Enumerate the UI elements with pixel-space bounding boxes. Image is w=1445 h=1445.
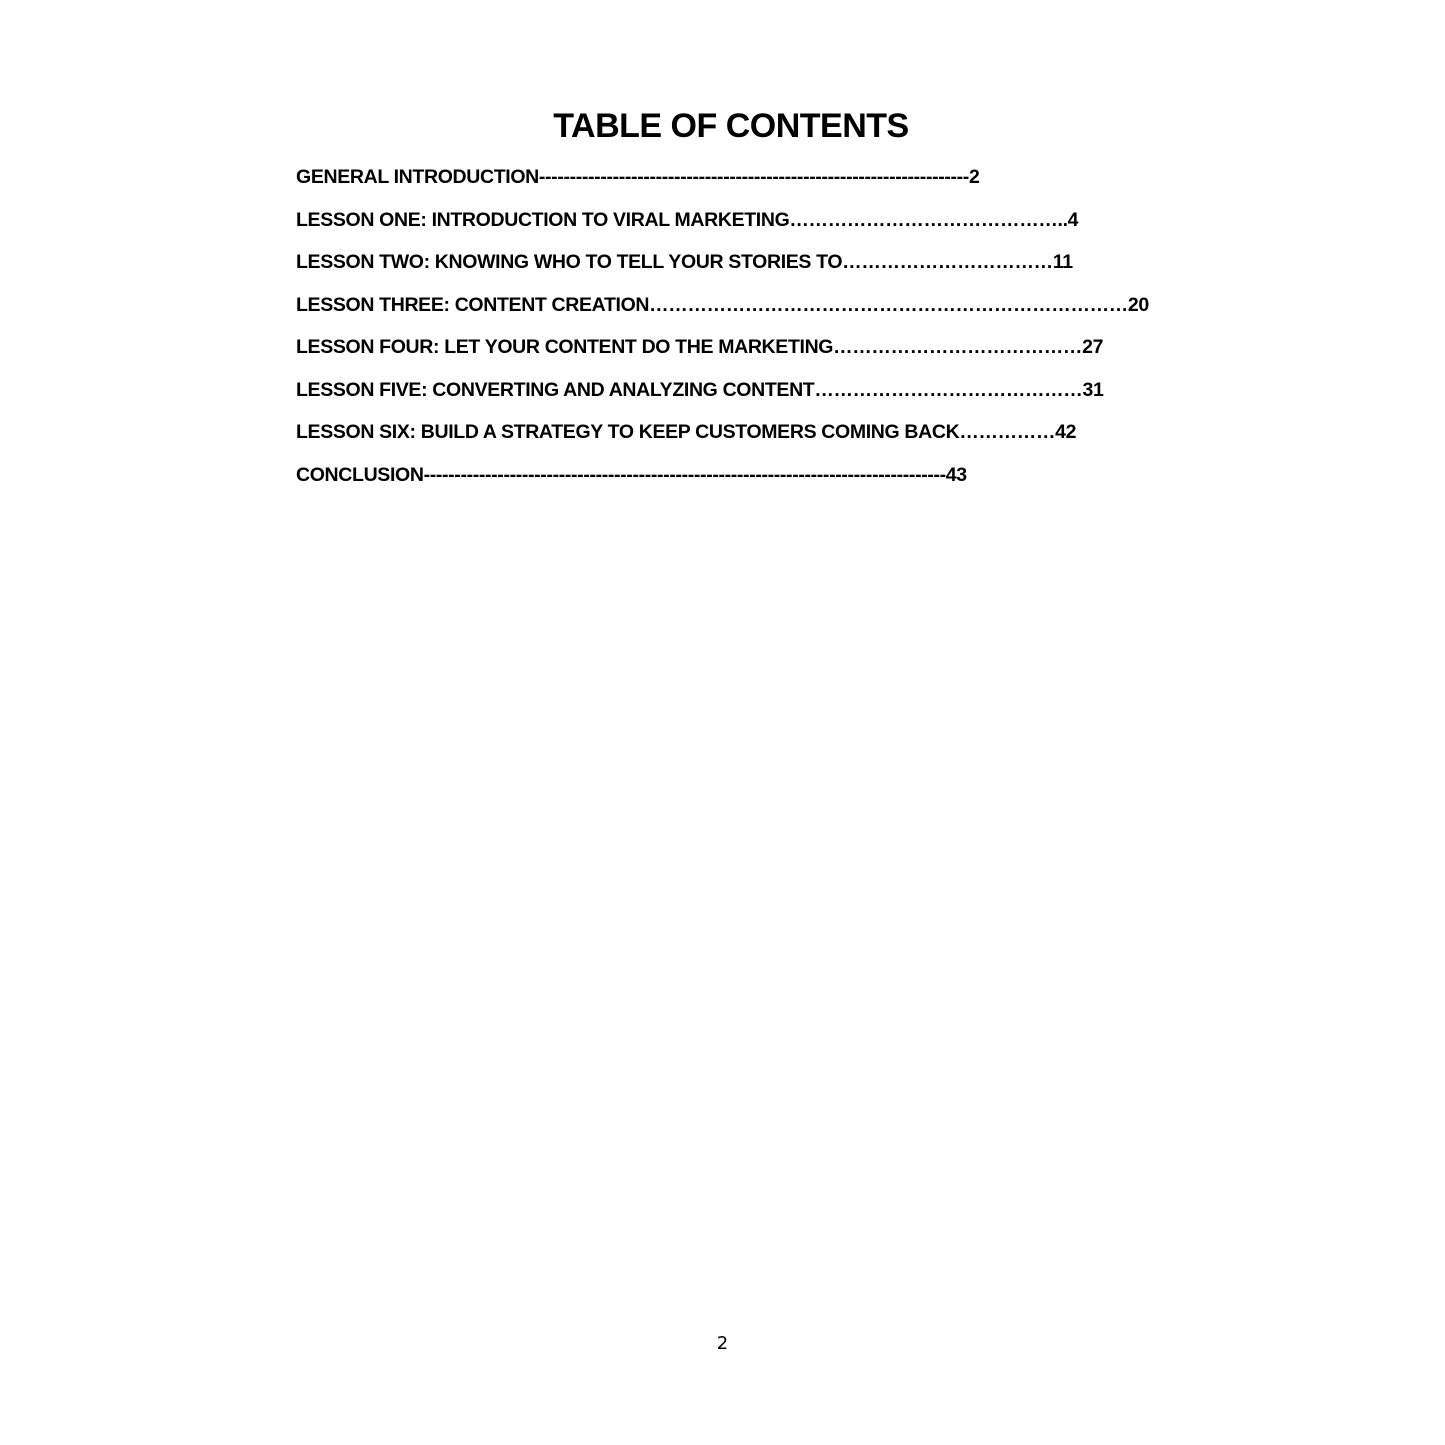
toc-entry-general-introduction: GENERAL INTRODUCTION----------------------------------------------------------------------2 bbox=[296, 166, 980, 188]
toc-entry-lesson-two: LESSON TWO: KNOWING WHO TO TELL YOUR STORIES TO……………………………11 bbox=[296, 251, 1073, 273]
toc-entry-lesson-three: LESSON THREE: CONTENT CREATION…………………………………………………………………20 bbox=[296, 293, 1149, 316]
toc-entry-lesson-five: LESSON FIVE: CONVERTING AND ANALYZING CONTENT……………………………………31 bbox=[296, 378, 1104, 401]
toc-list bbox=[296, 162, 1196, 502]
toc-entry-lesson-six: LESSON SIX: BUILD A STRATEGY TO KEEP CUSTOMERS COMING BACK……………42 bbox=[296, 421, 1077, 443]
toc-entry-lesson-one: LESSON ONE: INTRODUCTION TO VIRAL MARKETING……………………………………..4 bbox=[296, 208, 1079, 231]
page-number: 2 bbox=[716, 1333, 729, 1354]
toc-entry-conclusion: CONCLUSION-------------------------------------------------------------------------------------43 bbox=[296, 463, 967, 486]
toc-title: TABLE OF CONTENTS bbox=[553, 107, 909, 145]
toc-entry-lesson-four: LESSON FOUR: LET YOUR CONTENT DO THE MARKETING…………………………………27 bbox=[296, 336, 1104, 358]
